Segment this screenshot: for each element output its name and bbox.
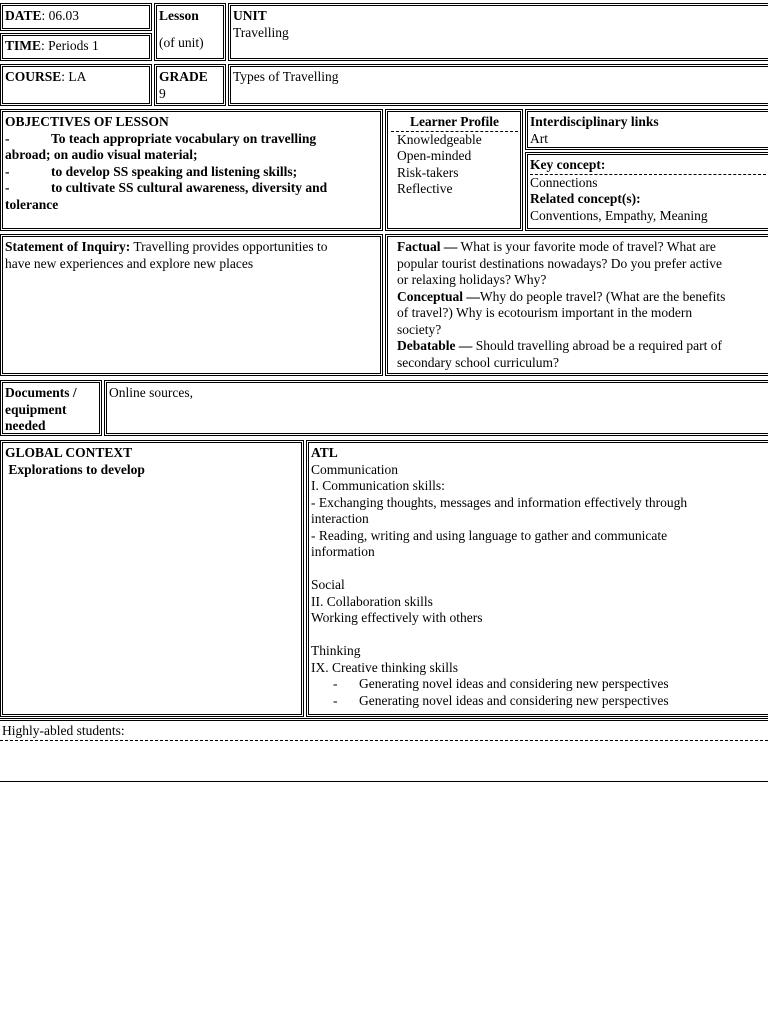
grade-value: 9 <box>159 85 166 101</box>
questions-cell <box>385 234 768 376</box>
factual-line: or relaxing holidays? Why? <box>397 272 547 287</box>
lesson-label: Lesson <box>159 8 199 23</box>
objectives-cell <box>0 109 383 231</box>
inquiry-line: Statement of Inquiry: Travelling provides opportunities to <box>5 239 328 254</box>
course-value: : LA <box>61 69 87 84</box>
global-context-cell <box>0 440 304 717</box>
atl-title: ATL <box>311 445 338 460</box>
interdisciplinary-title: Interdisciplinary links <box>530 114 659 129</box>
conceptual-line: society? <box>397 321 442 337</box>
interdisciplinary-value: Art <box>530 130 548 146</box>
highly-abled-top-rule <box>0 718 768 721</box>
atl-line: IX. Creative thinking skills <box>311 659 458 675</box>
objective-item: tolerance <box>5 196 59 212</box>
learner-profile-item: Open-minded <box>397 148 472 163</box>
unit-label: UNIT <box>233 8 267 23</box>
inquiry-line: have new experiences and explore new places <box>5 255 254 271</box>
unit-value: Travelling <box>233 24 289 40</box>
inquiry-label: Statement of Inquiry: <box>5 239 131 254</box>
objectives-title: OBJECTIVES OF LESSON <box>5 114 169 129</box>
atl-line: - Reading, writing and using language to gather and communicate <box>311 527 668 543</box>
atl-line: interaction <box>311 511 369 526</box>
lesson-cell <box>154 3 226 61</box>
debatable-line: Debatable — Should travelling abroad be a required part of <box>397 338 723 353</box>
global-context-title: GLOBAL CONTEXT <box>5 445 133 460</box>
documents-value: Online sources, <box>109 385 193 400</box>
conceptual-line: Conceptual —Why do people travel? (What are the benefits <box>397 288 726 304</box>
time-value: : Periods 1 <box>41 38 99 53</box>
documents-label: needed <box>5 418 46 433</box>
atl-line: II. Collaboration skills <box>311 593 433 609</box>
date-cell <box>0 3 152 31</box>
date-value: : 06.03 <box>41 8 80 23</box>
atl-blank <box>311 627 766 644</box>
factual-label: Factual — <box>397 239 458 254</box>
conceptual-line: of travel?) Why is ecotourism important in the modern <box>397 305 693 320</box>
interdisciplinary-cell <box>525 109 768 150</box>
atl-line: - Exchanging thoughts, messages and information effectively through <box>311 494 688 510</box>
time-cell <box>0 33 152 61</box>
learner-profile-cell <box>385 109 523 231</box>
atl-bullet-item: - Generating novel ideas and considering new perspectives <box>333 676 669 691</box>
learner-profile-item: Knowledgeable <box>397 131 482 147</box>
objective-item: - to develop SS speaking and listening skills; <box>5 163 298 179</box>
atl-blank <box>311 561 766 578</box>
atl-line: I. Communication skills: <box>311 478 445 493</box>
grade-cell <box>154 64 226 106</box>
unit-cell <box>228 3 768 61</box>
documents-label: equipment <box>5 401 67 417</box>
highly-abled-dashed-rule <box>0 740 768 741</box>
documents-label: Documents / <box>5 385 77 400</box>
highly-abled-bottom-rule <box>0 781 768 782</box>
factual-line: Factual — What is your favorite mode of travel? What are <box>397 239 716 254</box>
lesson-sub: (of unit) <box>159 34 204 50</box>
learner-profile-title: Learner Profile <box>391 114 518 132</box>
atl-line: Working effectively with others <box>311 610 483 625</box>
documents-value-cell <box>104 380 768 436</box>
atl-line: Social <box>311 577 345 592</box>
topic-value: Types of Travelling <box>233 69 339 84</box>
factual-line: popular tourist destinations nowadays? Do you prefer active <box>397 255 723 271</box>
related-concept-title: Related concept(s): <box>530 191 641 206</box>
atl-cell <box>306 440 768 717</box>
atl-bullet-item: - Generating novel ideas and considering new perspectives <box>333 692 669 708</box>
documents-label-cell <box>0 380 102 436</box>
inquiry-cell <box>0 234 383 376</box>
highly-abled-label: Highly-abled students: <box>2 723 125 738</box>
date-label: DATE <box>5 8 42 23</box>
learner-profile-item: Reflective <box>397 181 453 196</box>
objective-item: abroad; on audio visual material; <box>5 147 198 162</box>
debatable-line: secondary school curriculum? <box>397 354 559 370</box>
key-concept-cell <box>525 152 768 231</box>
course-label: COURSE <box>5 69 62 84</box>
related-concept-value: Conventions, Empathy, Meaning <box>530 207 708 223</box>
key-concept-value: Connections <box>530 174 598 190</box>
debatable-label: Debatable — <box>397 338 473 353</box>
objective-item: - To teach appropriate vocabulary on travelling <box>5 130 317 146</box>
course-cell <box>0 64 152 106</box>
objective-item: - to cultivate SS cultural awareness, diversity and <box>5 180 328 195</box>
time-label: TIME <box>5 38 42 53</box>
global-context-subtitle: Explorations to develop <box>5 461 145 477</box>
atl-line: Communication <box>311 461 398 477</box>
conceptual-label: Conceptual — <box>397 288 480 304</box>
atl-line: Thinking <box>311 643 361 658</box>
learner-profile-item: Risk-takers <box>397 164 459 180</box>
key-concept-title: Key concept: <box>530 157 766 175</box>
topic-cell <box>228 64 768 106</box>
atl-line: information <box>311 544 375 559</box>
grade-label: GRADE <box>159 69 208 84</box>
